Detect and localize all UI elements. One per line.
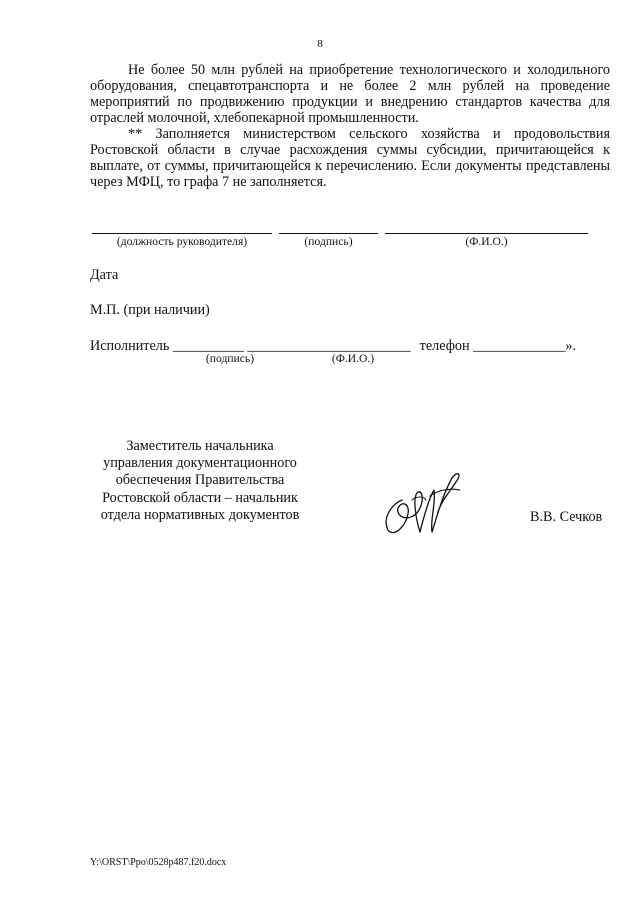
paragraph-footnote-text: ** Заполняется министерством сельского хозяйства и продовольствия Ростовской области в случае расхождения суммы субсидии, причитающейся к выплате, от суммы, причитающейся к перечислению. Если документы представлены через МФЦ, то графа 7 не заполняется. — [90, 126, 610, 190]
executor-name-blank: _______________________ — [247, 338, 411, 354]
signatory-line: обеспечения Правительства — [115, 472, 285, 489]
signatory-line: отдела нормативных документов — [100, 506, 300, 523]
date-label: Дата — [90, 267, 119, 283]
signatory-line: Ростовской области – начальник — [102, 489, 298, 506]
name-line — [385, 233, 588, 234]
executor-signature-caption: (подпись) — [205, 352, 255, 365]
name-caption: (Ф.И.О.) — [465, 235, 508, 248]
signatory-name: В.В. Сечков — [530, 509, 603, 525]
stamp-label: М.П. (при наличии) — [90, 302, 210, 318]
executor-label: Исполнитель — [90, 338, 170, 354]
page-number: 8 — [317, 38, 323, 50]
executor-name-caption: (Ф.И.О.) — [331, 352, 375, 365]
signature-caption: (подпись) — [304, 235, 353, 248]
paragraph-limits-text: Не более 50 млн рублей на приобретение технологического и холодильного оборудования, спецавтотранспорта и не более 2 млн рублей на проведение мероприятий по продвижению продукции и внедрению стандартов качества для отраслей молочной, хлебопекарной промышленности. — [90, 62, 610, 126]
position-line — [92, 233, 272, 234]
phone-blank: _____________ — [473, 338, 566, 354]
footer-file-path: Y:\ORST\Ppo\0528p487.f20.docx — [90, 857, 227, 868]
signature-line — [279, 233, 378, 234]
handwritten-signature — [372, 460, 472, 540]
closing-quote: ». — [565, 338, 576, 354]
executor-signature-blank: __________ — [172, 338, 244, 354]
signatory-line: управления документационного — [103, 455, 297, 472]
position-caption: (должность руководителя) — [116, 235, 248, 248]
signatory-position — [90, 438, 310, 524]
phone-label: телефон — [419, 338, 470, 354]
signatory-line: Заместитель начальника — [126, 438, 274, 454]
paragraph-footnote — [90, 126, 610, 190]
paragraph-limits — [90, 62, 610, 126]
